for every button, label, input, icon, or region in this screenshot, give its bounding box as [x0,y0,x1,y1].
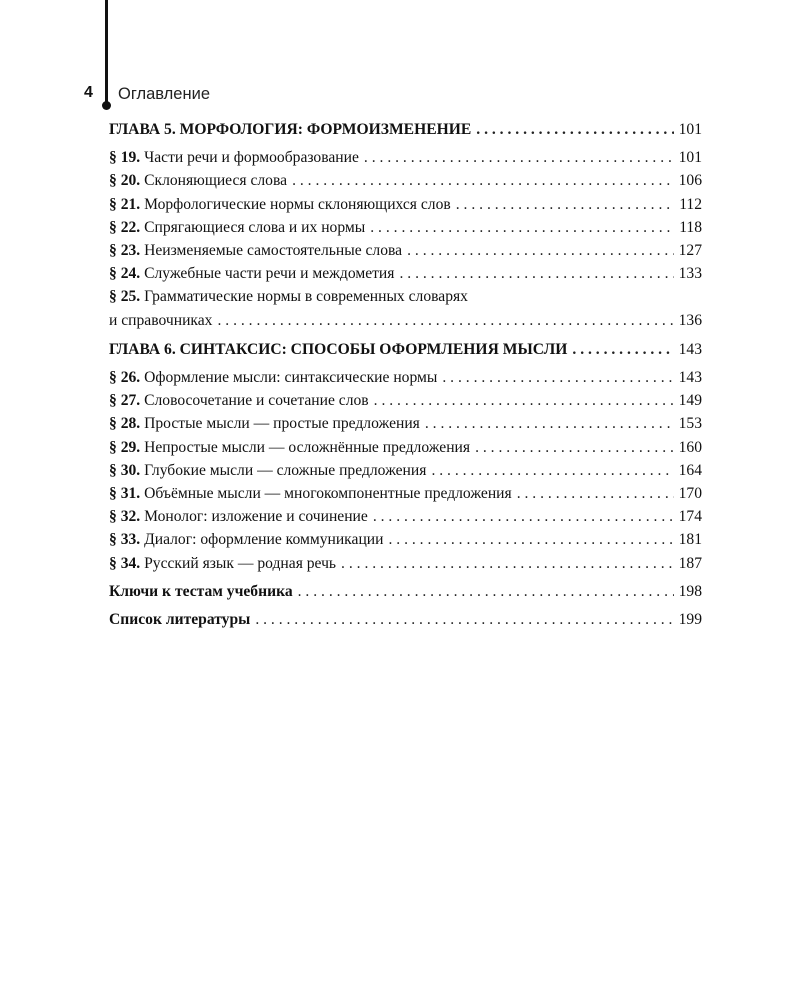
section-number: § 31. [109,485,141,503]
section-title: Спрягающиеся слова и их нормы [144,218,366,236]
page-ref: 198 [678,582,702,600]
leader-dots [475,436,674,459]
leader-dots [292,169,674,192]
section-title: Объёмные мысли — многокомпонентные предложения [144,485,512,503]
page-ref: 149 [678,392,702,410]
section-title-continuation: и справочниках [109,311,213,329]
toc-section-19 [109,146,702,169]
section-title: Неизменяемые самостоятельные слова [144,242,403,260]
section-number: § 23. [109,242,141,260]
section-title: Части речи и формообразование [144,149,359,167]
toc-section-25 [109,285,702,308]
toc-section-33 [109,528,702,551]
toc-section-25-cont [109,309,702,332]
section-title: Грамматические нормы в современных словарях [144,288,468,306]
leader-dots [407,239,674,262]
leader-dots [388,528,673,551]
section-title: Непростые мысли — осложнённые предложения [144,438,471,456]
leader-dots [399,262,673,285]
keys-title: Ключи к тестам учебника [109,582,293,600]
section-number: § 19. [109,149,141,167]
section-title: Словосочетание и сочетание слов [144,392,369,410]
page-ref: 164 [678,461,702,479]
page-ref: 118 [679,218,702,236]
leader-dots [456,193,674,216]
toc-section-24 [109,262,702,285]
section-title: Русский язык — родная речь [144,554,337,572]
section-number: § 33. [109,531,141,549]
section-number: § 20. [109,172,141,190]
section-number: § 34. [109,554,141,572]
section-title: Склоняющиеся слова [144,172,288,190]
toc-section-23 [109,239,702,262]
page-ref: 143 [678,340,702,358]
running-head [0,84,800,106]
page-ref: 153 [678,415,702,433]
page-ref: 127 [678,242,702,260]
section-title: Глубокие мысли — сложные предложения [144,461,427,479]
page-ref: 170 [678,485,702,503]
section-number: § 30. [109,461,141,479]
toc-section-21 [109,193,702,216]
leader-dots [370,216,674,239]
page-number: 4 [84,84,93,101]
section-title: Простые мысли — простые предложения [144,415,420,433]
page-ref: 106 [678,172,702,190]
leader-dots [517,482,674,505]
toc-section-28 [109,412,702,435]
toc-section-32 [109,505,702,528]
section-number: § 22. [109,218,141,236]
section-title: Морфологические нормы склоняющихся слов [144,195,451,213]
chapter-title: ГЛАВА 5. МОРФОЛОГИЯ: ФОРМОИЗМЕНЕНИЕ [109,121,472,138]
leader-dots [298,580,674,603]
section-title: Диалог: оформление коммуникации [144,531,384,549]
page-ref: 143 [678,369,702,387]
leader-dots [476,118,673,141]
literature-title: Список литературы [109,611,251,629]
leader-dots [364,146,674,169]
section-number: § 27. [109,392,141,410]
section-number: § 25. [109,288,141,306]
page-ref: 199 [678,611,702,629]
running-title: Оглавление [118,85,210,103]
page-ref: 174 [678,508,702,526]
leader-dots [374,389,674,412]
toc-section-30 [109,459,702,482]
toc-section-31 [109,482,702,505]
page-ref: 112 [679,195,702,213]
page-ref: 187 [678,554,702,572]
leader-dots [572,338,673,361]
page-ref: 101 [678,149,702,167]
chapter-title: ГЛАВА 6. СИНТАКСИС: СПОСОБЫ ОФОРМЛЕНИЯ МЫСЛИ [109,340,568,358]
page-ref: 101 [678,121,702,138]
toc-section-34 [109,552,702,575]
toc-section-29 [109,436,702,459]
leader-dots [341,552,674,575]
toc-literature [109,608,702,631]
section-number: § 24. [109,265,141,283]
section-title: Служебные части речи и междометия [144,265,395,283]
section-number: § 29. [109,438,141,456]
leader-dots [373,505,674,528]
section-number: § 21. [109,195,141,213]
section-title: Оформление мысли: синтаксические нормы [144,369,438,387]
section-number: § 26. [109,369,141,387]
page-ref: 133 [678,265,702,283]
toc-chapter-5 [109,118,702,141]
toc-keys [109,580,702,603]
section-title: Монолог: изложение и сочинение [144,508,368,526]
leader-dots [442,366,673,389]
page-ref: 181 [678,531,702,549]
page-ref: 160 [678,438,702,456]
toc-section-27 [109,389,702,412]
table-of-contents [109,118,702,631]
leader-dots [425,412,674,435]
toc-section-26 [109,366,702,389]
section-number: § 32. [109,508,141,526]
toc-section-22 [109,216,702,239]
leader-dots [431,459,673,482]
section-number: § 28. [109,415,141,433]
leader-dots [217,309,673,332]
toc-section-20 [109,169,702,192]
page-ref: 136 [678,311,702,329]
leader-dots [255,608,673,631]
toc-chapter-6 [109,338,702,361]
